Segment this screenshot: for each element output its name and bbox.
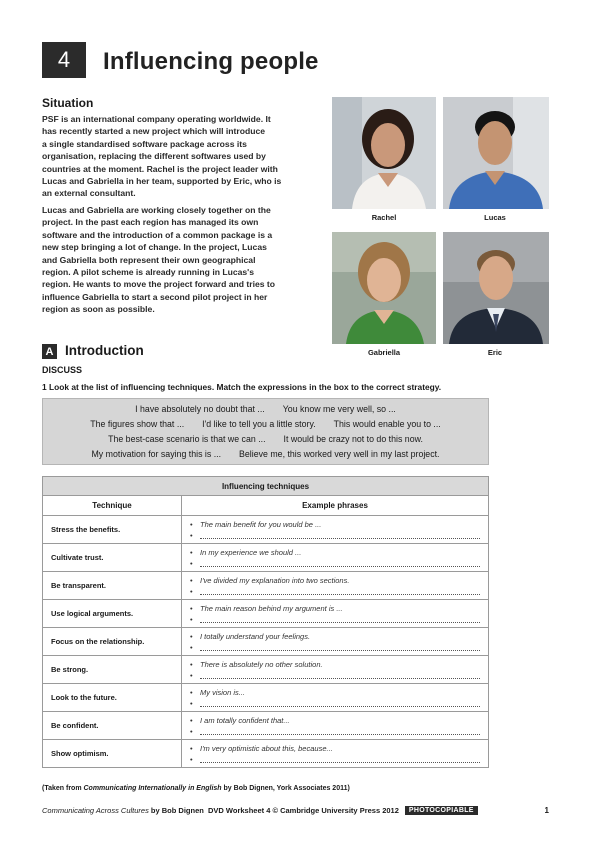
photo-rachel	[332, 97, 436, 209]
caption-rachel: Rachel	[371, 213, 397, 222]
unit-number: 4	[57, 47, 71, 72]
situation-line: and Gabriella both represent their own geographical	[42, 254, 256, 265]
caption-lucas: Lucas	[484, 213, 506, 222]
bullet: •	[190, 698, 193, 708]
bullet: •	[190, 687, 193, 697]
technique-cell: Be strong.	[43, 656, 182, 684]
table-row	[43, 572, 489, 600]
caption-eric: Eric	[487, 348, 503, 357]
table-row	[43, 628, 489, 656]
photocopiable-badge: PHOTOCOPIABLE	[405, 806, 478, 815]
example-line	[190, 715, 482, 726]
technique-cell: Stress the benefits.	[43, 516, 182, 544]
table-row	[43, 544, 489, 572]
situation-line: an external consultant.	[42, 188, 136, 199]
footer-book-title: Communicating Across Cultures	[42, 806, 149, 815]
situation-line: PSF is an international company operating worldwide. It	[42, 114, 271, 124]
unit-number-box	[42, 42, 86, 78]
example-cell	[182, 516, 489, 544]
exercise-instruction: 1 Look at the list of influencing techniques. Match the expressions in the box to the correct strategy.	[42, 382, 442, 392]
dotted-answer-space[interactable]	[200, 643, 480, 651]
column-header-examples: Example phrases	[182, 496, 489, 516]
example-line	[190, 575, 482, 586]
table-row	[43, 684, 489, 712]
answer-line[interactable]	[190, 642, 482, 653]
source-prefix: (Taken from	[42, 785, 84, 792]
example-phrase: My vision is...	[200, 687, 246, 697]
situation-line: new step bringing a lot of change. In the project, Lucas	[42, 242, 267, 253]
example-cell	[182, 572, 489, 600]
technique-cell: Focus on the relationship.	[43, 628, 182, 656]
bullet: •	[190, 631, 193, 641]
answer-line[interactable]	[190, 670, 482, 681]
answer-line[interactable]	[190, 754, 482, 765]
phrase-row	[135, 404, 396, 414]
bullet: •	[190, 743, 193, 753]
situation-line: region as soon as possible.	[42, 304, 155, 315]
section-letter-box	[42, 344, 57, 359]
dotted-answer-space[interactable]	[200, 615, 480, 623]
phrase: The figures show that ...	[90, 419, 185, 430]
situation-heading: Situation	[42, 96, 94, 110]
table-row	[43, 600, 489, 628]
bullet: •	[190, 558, 193, 568]
situation-paragraph-1	[42, 113, 304, 200]
dotted-answer-space[interactable]	[200, 531, 480, 539]
example-line	[190, 743, 482, 754]
situation-line: project. In the past each region has managed its own	[42, 217, 259, 228]
example-cell	[182, 544, 489, 572]
table-title: Influencing techniques	[43, 477, 489, 496]
technique-cell: Cultivate trust.	[43, 544, 182, 572]
example-phrase: There is absolutely no other solution.	[200, 659, 323, 669]
example-phrase: I totally understand your feelings.	[200, 631, 311, 641]
techniques-table	[42, 476, 489, 768]
dotted-answer-space[interactable]	[200, 755, 480, 763]
example-line	[190, 547, 482, 558]
page-title: Influencing people	[103, 48, 319, 75]
expression-box	[42, 398, 489, 465]
example-phrase: The main reason behind my argument is ...	[200, 603, 343, 613]
bullet: •	[190, 603, 193, 613]
table-row	[43, 656, 489, 684]
section-letter: A	[45, 345, 54, 358]
phrase-row	[108, 434, 423, 444]
situation-line: Lucas and Gabriella in her team, supported by Eric, who is	[42, 176, 282, 187]
bullet: •	[190, 642, 193, 652]
rachel-portrait-icon	[332, 97, 436, 209]
table-row	[43, 740, 489, 768]
dotted-answer-space[interactable]	[200, 727, 480, 735]
source-suffix: by Bob Dignen, York Associates 2011)	[221, 785, 350, 792]
example-cell	[182, 740, 489, 768]
column-header-technique: Technique	[43, 496, 182, 516]
bullet: •	[190, 754, 193, 764]
example-cell	[182, 712, 489, 740]
bullet: •	[190, 530, 193, 540]
answer-line[interactable]	[190, 558, 482, 569]
bullet: •	[190, 586, 193, 596]
example-phrase: I am totally confident that...	[200, 715, 290, 725]
situation-line: organisation, replacing the different softwares used by	[42, 151, 266, 162]
example-phrase: I've divided my explanation into two sections.	[200, 575, 350, 585]
bullet: •	[190, 547, 193, 557]
dotted-answer-space[interactable]	[200, 587, 480, 595]
answer-line[interactable]	[190, 530, 482, 541]
technique-cell: Use logical arguments.	[43, 600, 182, 628]
table-row	[43, 712, 489, 740]
situation-line: influence Gabriella to start a second pilot project in her	[42, 291, 268, 302]
bullet: •	[190, 519, 193, 529]
dotted-answer-space[interactable]	[200, 671, 480, 679]
example-phrase: I'm very optimistic about this, because...	[200, 743, 333, 753]
technique-cell: Be transparent.	[43, 572, 182, 600]
lucas-portrait-icon	[443, 97, 549, 209]
technique-cell: Be confident.	[43, 712, 182, 740]
photo-lucas	[443, 97, 549, 209]
example-phrase: In my experience we should ...	[200, 547, 302, 557]
caption-gabriella: Gabriella	[367, 348, 401, 357]
bullet: •	[190, 715, 193, 725]
bullet: •	[190, 659, 193, 669]
phrase: It would be crazy not to do this now.	[283, 433, 423, 444]
situation-line: has recently started a new project which will introduce	[42, 126, 266, 137]
example-cell	[182, 684, 489, 712]
technique-cell: Show optimism.	[43, 740, 182, 768]
source-book-title: Communicating Internationally in English	[83, 785, 222, 792]
phrase-row	[90, 419, 440, 429]
dotted-answer-space[interactable]	[200, 699, 480, 707]
situation-line: countries at the moment. Rachel is the project leader with	[42, 163, 278, 174]
eric-portrait-icon	[443, 232, 549, 344]
example-line	[190, 519, 482, 530]
situation-line: Lucas and Gabriella are working closely together on the	[42, 205, 271, 215]
situation-paragraph-2	[42, 204, 304, 316]
phrase: I have absolutely no doubt that ...	[135, 404, 265, 415]
dotted-answer-space[interactable]	[200, 559, 480, 567]
footer-credit: by Bob Dignen DVD Worksheet 4 © Cambridge University Press 2012	[148, 806, 399, 815]
page-footer	[42, 806, 549, 815]
bullet: •	[190, 726, 193, 736]
technique-cell: Look to the future.	[43, 684, 182, 712]
example-cell	[182, 628, 489, 656]
discuss-label: DISCUSS	[42, 365, 83, 375]
section-title: Introduction	[65, 343, 144, 358]
gabriella-portrait-icon	[332, 232, 436, 344]
example-phrase: The main benefit for you would be ...	[200, 519, 322, 529]
phrase: Believe me, this worked very well in my last project.	[239, 448, 440, 459]
situation-line: region. He wants to move the project forward and tries to	[42, 279, 276, 290]
phrase: I'd like to tell you a little story.	[202, 419, 316, 430]
example-line	[190, 659, 482, 670]
situation-line: region. A pilot scheme is already running in Lucas's	[42, 267, 255, 278]
example-line	[190, 687, 482, 698]
photo-gabriella	[332, 232, 436, 344]
answer-line[interactable]	[190, 586, 482, 597]
answer-line[interactable]	[190, 698, 482, 709]
example-line	[190, 631, 482, 642]
source-note	[42, 785, 350, 792]
phrase: My motivation for saying this is ...	[91, 448, 222, 459]
answer-line[interactable]	[190, 726, 482, 737]
bullet: •	[190, 670, 193, 680]
phrase: This would enable you to ...	[333, 419, 441, 430]
phrase-row	[91, 449, 439, 459]
example-cell	[182, 656, 489, 684]
phrase: The best-case scenario is that we can ...	[108, 433, 266, 444]
photo-eric	[443, 232, 549, 344]
answer-line[interactable]	[190, 614, 482, 625]
bullet: •	[190, 614, 193, 624]
situation-line: a single standardised software package across its	[42, 138, 247, 149]
bullet: •	[190, 575, 193, 585]
page-number: 1	[544, 806, 549, 815]
situation-line: software and the introduction of a common package is a	[42, 229, 273, 240]
example-cell	[182, 600, 489, 628]
table-row	[43, 516, 489, 544]
example-line	[190, 603, 482, 614]
phrase: You know me very well, so ...	[282, 404, 396, 415]
